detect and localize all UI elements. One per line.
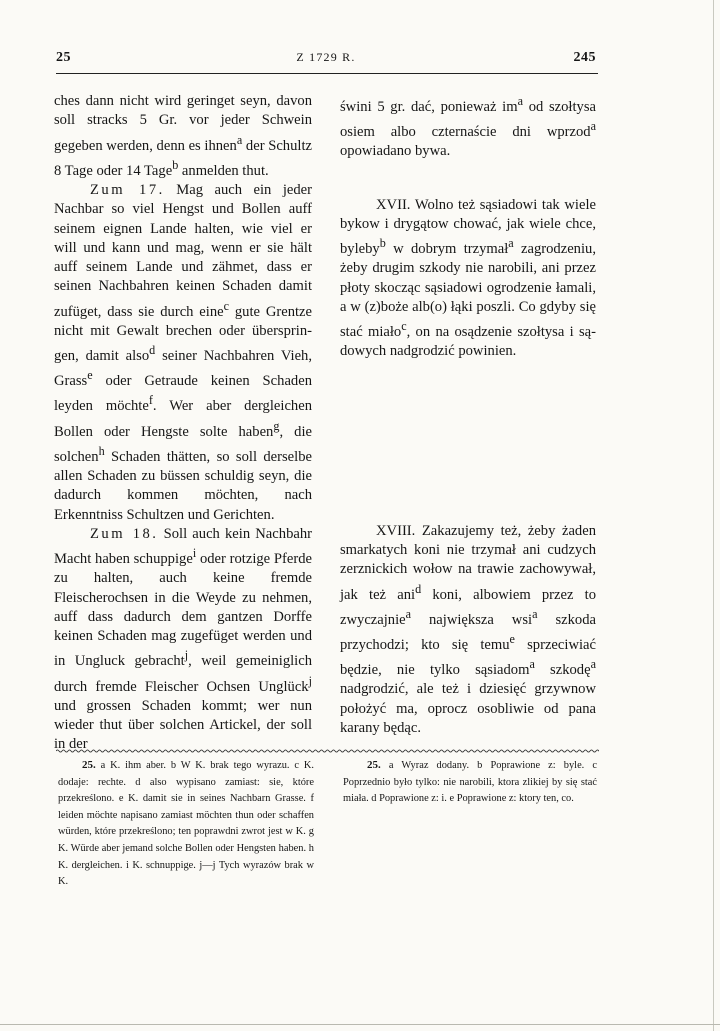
section-number: 25 xyxy=(56,50,71,65)
polish-paragraph-16-end: świni 5 gr. dać, ponieważ $im^a$ od szołtysa osiem albo czternaście dni wprzod$^a$ opowiadano bywa. xyxy=(340,94,596,160)
german-text-column xyxy=(54,92,312,755)
footnote-block: 25. a Wyraz dodany. b Poprawione z: byle. c Poprzednio było tylko: nie narobili, ktora zlikiej by się stać miała. d Poprawione z: i. e Poprawione z: ktory ten, co. xyxy=(343,759,597,805)
german-paragraph-17: Zum 17. Mag auch ein jeder Nachbar so viel Hengst und Bollen auff seinem eignen Lande halten, wie viel er will und kann und mag, wenn er sie hält auff seinem Lande und zähmet, dass er seinen Nachbahren keinen Schaden damit zufüget, dass sie durch eine$^c$ gute Grentze nicht mit Gewalt brechen oder überspringen, damit also$^d$ seiner Nachbahren Vieh, Grass$^e$ oder Getraude keinen Schaden leyden möchte$^f$. Wer aber dergleichen Bollen oder Hengste solte haben$^g$, die solchen$^h$ Schaden thätten, so soll derselbe allen Schaden zu büssen schuldig seyn, die dadurch kommen möchten, nach Erkenntniss Schultzen und Gerichten. xyxy=(54,181,313,523)
running-title: Z 1729 R. xyxy=(296,50,356,64)
polish-paragraph-18: XVIII. Zakazujemy też, żeby żaden smarkatych koni nie trzymał ani cudzych zerznickich wołow na trawie zachowywał, jak też ani$^d$ koni, albowiem przez to zwyczajnie$^a$ największa wsi$^a$ szkoda przychodzi; kto się temu$^e$ sprzeciwiać będzie, nie tylko sąsiadom$^a$ szkodę$^a$ nadgrodzić, ale też i dziesięć grzywnow położyć ma, oprocz osobliwie od pana karany będąc. xyxy=(340,522,596,736)
page-number: 245 xyxy=(573,50,596,65)
footnote-block: 25. a K. ihm aber. b W K. brak tego wyrazu. c K. dodaje: rechte. d also wypisano zamiast: sie, które przekreślono. e K. damit sie in seines Nachbarn Grasse. f leiden möchte napisano zamiast möchten thun oder schaffen würden, które przekreślono; ten poprawdni zwrot jest w K. g K. Würde aber jemand solche Bollen oder Hengsten haben. h K. dergleichen. i K. schnuppige. j—j Tych wyrazów brak w K. xyxy=(58,759,314,888)
column-gap xyxy=(340,362,596,522)
german-footnotes xyxy=(58,757,314,891)
footnote-separator xyxy=(56,748,599,754)
polish-paragraph-17: XVII. Wolno też sąsiadowi tak wiele bykow i drygątow chować, jak wiele chce, byleby$^b$ w dobrym trzymał$^a$ zagrodzeniu, żeby drugim szkody nie narobili, ani przez płoty skocząc sąsiadowi ogrodzenie łamali, a w (z)boże alb(o) łąki poszli. Co gdyby się stać miało$^c$, on na osądzenie szołtysa i sądowych nadgrodzić powinien. xyxy=(340,196,596,360)
polish-footnotes xyxy=(343,757,597,808)
scan-edge xyxy=(0,1024,720,1025)
german-paragraph-16-end: ches dann nicht wird geringet seyn, davon soll stracks 5 Gr. vor jeder Schwein gegeben werden, denn es ihnen$^a$ der Schultz 8 Tage oder 14 Tage$^b$ anmelden thut. xyxy=(54,93,312,179)
header-rule xyxy=(56,73,598,74)
polish-text-column xyxy=(340,92,596,738)
scan-edge xyxy=(713,0,714,1031)
german-paragraph-18: Zum 18. Soll auch kein Nachbahr Macht haben schuppige$^i$ oder rotzige Pferde zu halten, auch keine fremde Fleischerochsen in die Weyde zu nehmen, auff dass dadurch dem gantzen Dorffe keinen Schaden mag zugefüget werden und in Ungluck gebracht$^j$, weil gemeiniglich durch fremde Fleischer Ochsen Unglück$^j$ und grossen Schaden kommt; wer nun wieder thut über solchen Artickel, der soll in der xyxy=(54,525,312,753)
page-header xyxy=(56,50,596,70)
column-gap xyxy=(340,162,596,196)
